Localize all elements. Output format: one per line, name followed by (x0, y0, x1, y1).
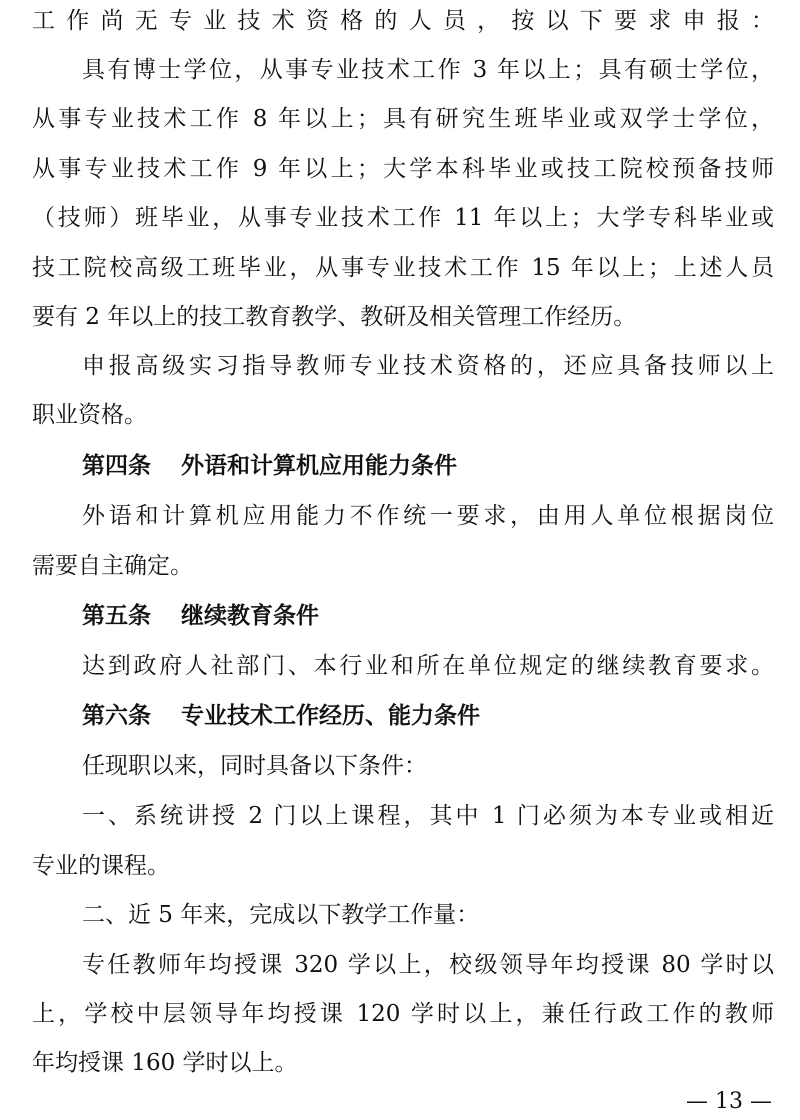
body-line: 二、近 5 年来，完成以下教学工作量： (82, 902, 480, 928)
body-line: 需要自主确定。 (32, 553, 193, 579)
body-line: 工作尚无专业技术资格的人员，按以下要求申报： (32, 8, 774, 34)
body-line: 要有 2 年以上的技工教育教学、教研及相关管理工作经历。 (32, 304, 637, 330)
body-line: 技工院校高级工班毕业，从事专业技术工作 15 年以上；上述人员 (32, 255, 774, 281)
body-line: 申报高级实习指导教师专业技术资格的，还应具备技师以上 (82, 353, 774, 379)
body-line: （技师）班毕业，从事专业技术工作 11 年以上；大学专科毕业或 (32, 205, 774, 231)
body-line: 专任教师年均授课 320 学以上，校级领导年均授课 80 学时以 (82, 952, 774, 978)
body-line: 上，学校中层领导年均授课 120 学时以上，兼任行政工作的教师 (32, 1001, 774, 1027)
article-heading (82, 701, 774, 731)
article-title: 继续教育条件 (181, 603, 319, 629)
body-line: 年均授课 160 学时以上。 (32, 1050, 298, 1076)
article-number: 第六条 (82, 703, 151, 729)
body-line: 职业资格。 (32, 402, 147, 428)
body-line: 专业的课程。 (32, 853, 170, 879)
body-line: 具有博士学位，从事专业技术工作 3 年以上；具有硕士学位， (82, 57, 774, 83)
article-heading (82, 601, 774, 631)
body-line: 从事专业技术工作 8 年以上；具有研究生班毕业或双学士学位， (32, 106, 774, 132)
body-line: 外语和计算机应用能力不作统一要求，由用人单位根据岗位 (82, 503, 774, 529)
article-title: 外语和计算机应用能力条件 (181, 453, 457, 479)
body-line: 达到政府人社部门、本行业和所在单位规定的继续教育要求。 (82, 653, 774, 679)
body-line: 从事专业技术工作 9 年以上；大学本科毕业或技工院校预备技师 (32, 156, 774, 182)
article-number: 第五条 (82, 603, 151, 629)
article-number: 第四条 (82, 453, 151, 479)
body-line: 一、系统讲授 2 门以上课程，其中 1 门必须为本专业或相近 (82, 803, 774, 829)
body-line: 任现职以来，同时具备以下条件： (82, 753, 427, 779)
article-heading (82, 451, 774, 481)
page-number: — 13 — (686, 1089, 772, 1114)
article-title: 专业技术工作经历、能力条件 (181, 703, 480, 729)
